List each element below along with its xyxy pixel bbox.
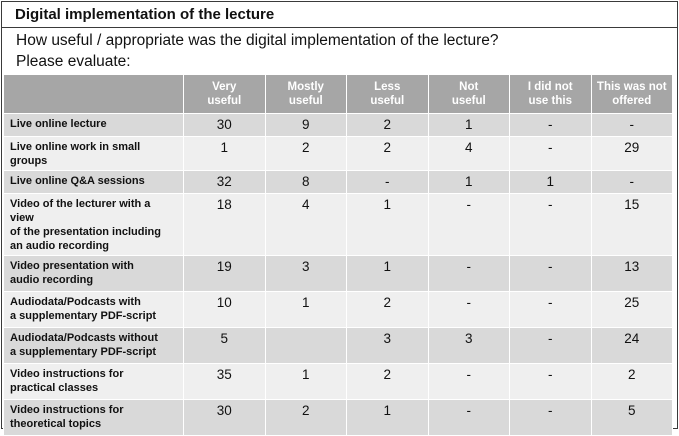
cell-value: 2 <box>347 114 429 137</box>
cell-value: - <box>510 114 592 137</box>
cell-value: - <box>428 194 510 256</box>
column-header-very-useful: Very useful <box>184 75 266 114</box>
cell-value: 24 <box>591 328 673 364</box>
cell-value: 19 <box>184 256 266 292</box>
cell-value: 18 <box>184 194 266 256</box>
table-row <box>4 400 673 436</box>
cell-value: - <box>591 114 673 137</box>
cell-value: - <box>428 364 510 400</box>
cell-value: 13 <box>591 256 673 292</box>
cell-value: 10 <box>184 292 266 328</box>
cell-value: 32 <box>184 171 266 194</box>
cell-value: 5 <box>591 400 673 436</box>
rating-table <box>3 74 673 436</box>
table-row <box>4 364 673 400</box>
cell-value: 29 <box>591 137 673 171</box>
cell-value: 5 <box>184 328 266 364</box>
question-text <box>2 28 677 72</box>
cell-value: 2 <box>265 137 347 171</box>
column-header-did-not-use: I did not use this <box>510 75 592 114</box>
cell-value: 3 <box>265 256 347 292</box>
cell-value: 1 <box>347 400 429 436</box>
header-row <box>4 75 673 114</box>
cell-value: 4 <box>265 194 347 256</box>
row-label: Audiodata/Podcasts without a supplementary PDF-script <box>4 328 184 364</box>
cell-value: 2 <box>265 400 347 436</box>
column-header-less-useful: Less useful <box>347 75 429 114</box>
table-row <box>4 328 673 364</box>
section-title-text: Digital implementation of the lecture <box>15 6 275 23</box>
cell-value: - <box>510 256 592 292</box>
row-label: Audiodata/Podcasts with a supplementary PDF-script <box>4 292 184 328</box>
cell-value: 15 <box>591 194 673 256</box>
row-label: Video of the lecturer with a view of the presentation including an audio recording <box>4 194 184 256</box>
row-label: Live online work in small groups <box>4 137 184 171</box>
cell-value: 2 <box>347 364 429 400</box>
column-header-not-offered: This was not offered <box>591 75 673 114</box>
cell-value: 1 <box>428 114 510 137</box>
cell-value: - <box>510 137 592 171</box>
cell-value: 2 <box>347 137 429 171</box>
row-label: Live online Q&A sessions <box>4 171 184 194</box>
cell-value: 3 <box>347 328 429 364</box>
section-title <box>2 2 677 28</box>
cell-value: 30 <box>184 114 266 137</box>
table-row <box>4 256 673 292</box>
cell-value: 35 <box>184 364 266 400</box>
cell-value: - <box>510 292 592 328</box>
header-corner <box>4 75 184 114</box>
row-label: Video instructions for theoretical topics <box>4 400 184 436</box>
cell-value: - <box>510 194 592 256</box>
cell-value: 2 <box>591 364 673 400</box>
cell-value: 1 <box>428 171 510 194</box>
question-line-1: How useful / appropriate was the digital implementation of the lecture? <box>16 32 499 49</box>
cell-value: - <box>428 256 510 292</box>
row-label: Video presentation with audio recording <box>4 256 184 292</box>
cell-value: - <box>428 292 510 328</box>
cell-value: 1 <box>347 194 429 256</box>
cell-value: - <box>347 171 429 194</box>
cell-value: 30 <box>184 400 266 436</box>
cell-value: - <box>428 400 510 436</box>
cell-value: 8 <box>265 171 347 194</box>
cell-value: 2 <box>347 292 429 328</box>
cell-value: 25 <box>591 292 673 328</box>
row-label: Video instructions for practical classes <box>4 364 184 400</box>
cell-value: 1 <box>510 171 592 194</box>
cell-value: - <box>591 171 673 194</box>
cell-value: 3 <box>428 328 510 364</box>
cell-value: 9 <box>265 114 347 137</box>
table-row <box>4 114 673 137</box>
cell-value: 1 <box>265 364 347 400</box>
column-header-mostly-useful: Mostly useful <box>265 75 347 114</box>
cell-value <box>265 328 347 364</box>
cell-value: 1 <box>184 137 266 171</box>
table-row <box>4 194 673 256</box>
row-label: Live online lecture <box>4 114 184 137</box>
table-row <box>4 292 673 328</box>
cell-value: - <box>510 400 592 436</box>
cell-value: 1 <box>265 292 347 328</box>
table-row <box>4 171 673 194</box>
cell-value: 1 <box>347 256 429 292</box>
cell-value: - <box>510 328 592 364</box>
column-header-not-useful: Not useful <box>428 75 510 114</box>
cell-value: - <box>510 364 592 400</box>
question-line-2: Please evaluate: <box>16 53 131 70</box>
cell-value: 4 <box>428 137 510 171</box>
table-row <box>4 137 673 171</box>
